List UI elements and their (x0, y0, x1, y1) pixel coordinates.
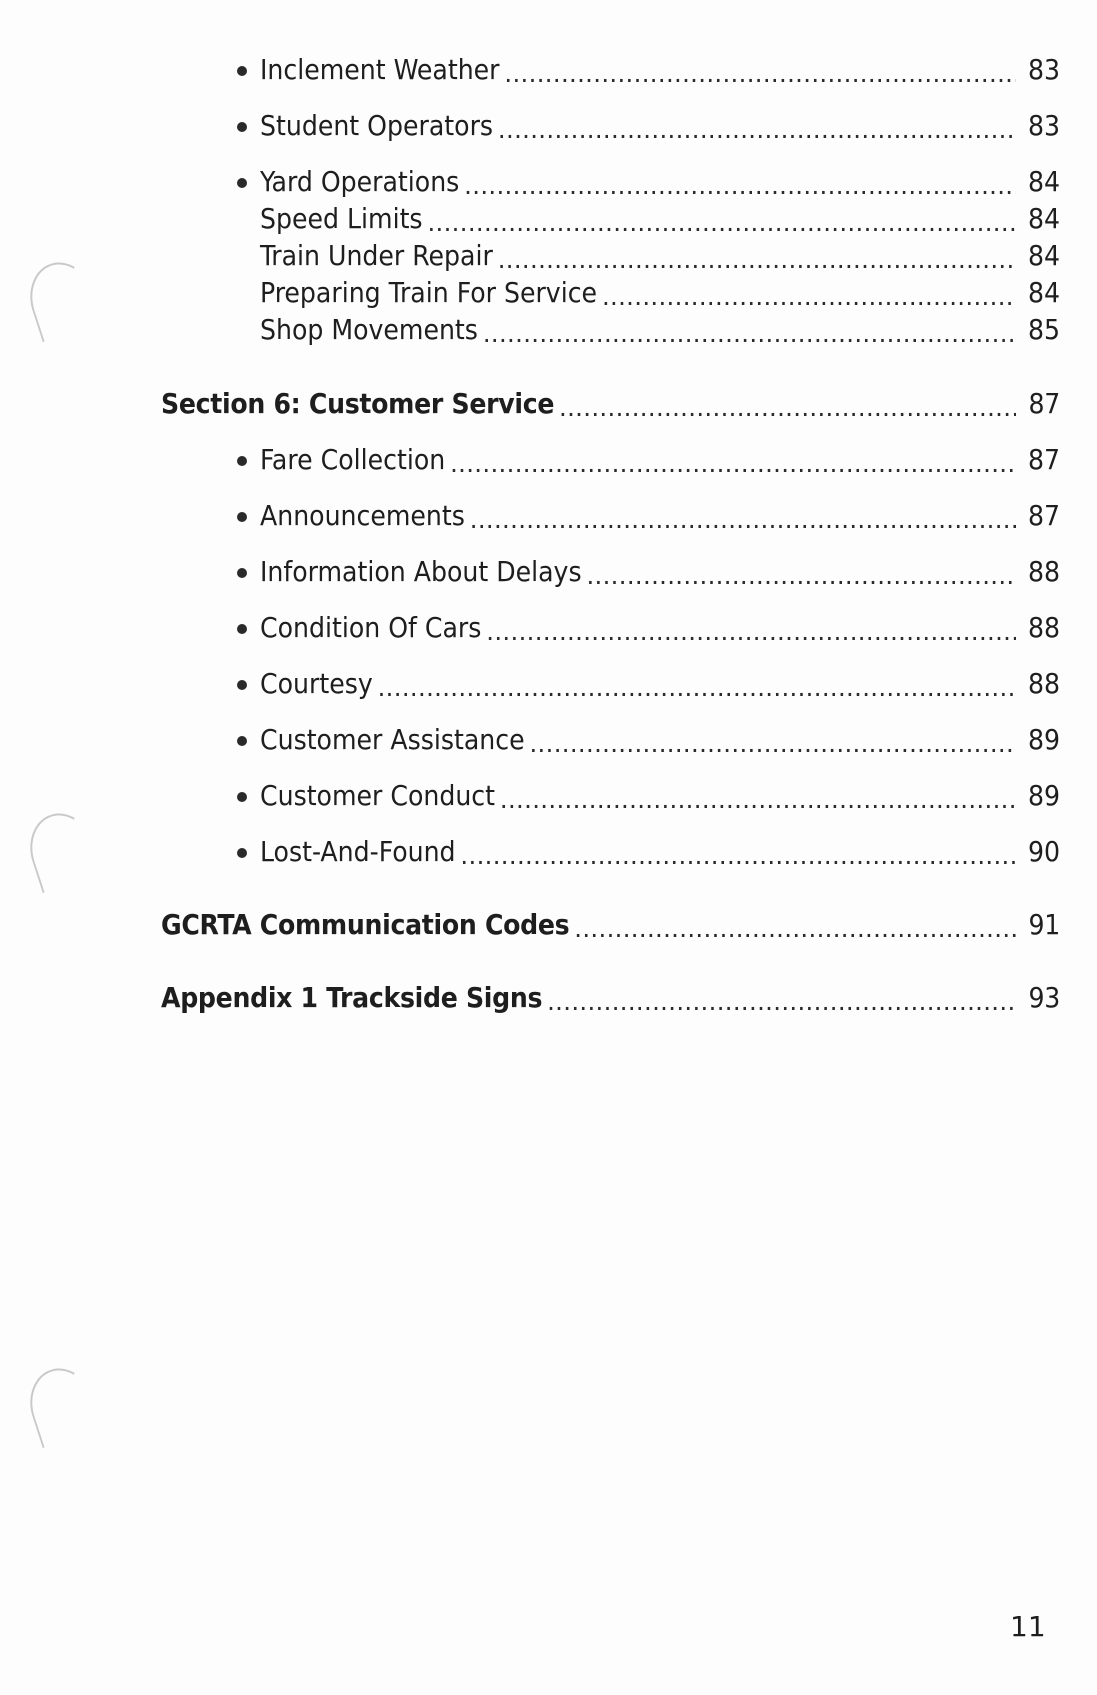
toc-entry-label: Yard Operations (260, 165, 460, 198)
toc-entry-page: 85 (1027, 313, 1060, 346)
toc-entry-fare-collection[interactable] (260, 442, 1060, 478)
toc-entry-page: 88 (1027, 667, 1060, 700)
toc-section-title: GCRTA Communication Codes (161, 908, 570, 941)
toc-entry-customer-assistance[interactable] (260, 722, 1060, 758)
toc-entry-label: Inclement Weather (260, 53, 500, 86)
dot-leader (575, 921, 1016, 943)
toc-entry-page: 87 (1027, 443, 1060, 476)
toc-entry-train-under-repair[interactable] (260, 238, 1060, 274)
toc-entry-student-operators[interactable] (260, 108, 1060, 144)
toc-entry-label: Customer Assistance (260, 723, 525, 756)
dot-leader (506, 66, 1016, 88)
toc-entry-page: 84 (1027, 202, 1060, 235)
dot-leader (531, 736, 1016, 758)
toc-entry-label: Student Operators (260, 109, 494, 142)
toc-section-title: Section 6: Customer Service (161, 387, 555, 420)
toc-entry-page: 84 (1027, 276, 1060, 309)
bullet-icon (237, 624, 247, 634)
toc-entry-shop-movements[interactable] (260, 312, 1060, 348)
toc-entry-label: Preparing Train For Service (260, 276, 598, 309)
dot-leader (588, 568, 1016, 590)
toc-entry-information-about-delays[interactable] (260, 554, 1060, 590)
toc-entry-label: Information About Delays (260, 555, 582, 588)
dot-leader (429, 215, 1016, 237)
dot-leader (471, 512, 1016, 534)
dot-leader (484, 326, 1016, 348)
dot-leader (379, 680, 1016, 702)
toc-entry-label: Announcements (260, 499, 465, 532)
toc-section-page: 87 (1028, 387, 1060, 420)
dot-leader (487, 624, 1016, 646)
bullet-icon (237, 568, 247, 578)
toc-entry-page: 83 (1027, 53, 1060, 86)
toc-entry-page: 83 (1027, 109, 1060, 142)
bullet-icon (237, 848, 247, 858)
bullet-icon (237, 680, 247, 690)
toc-section-page: 91 (1028, 908, 1060, 941)
toc-entry-page: 88 (1027, 555, 1060, 588)
toc-section-customer-service[interactable] (161, 386, 1060, 422)
dot-leader (499, 252, 1016, 274)
toc-section-title: Appendix 1 Trackside Signs (161, 981, 543, 1014)
toc-section-appendix-trackside-signs[interactable] (161, 980, 1060, 1016)
toc-entry-label: Speed Limits (260, 202, 423, 235)
toc-entry-courtesy[interactable] (260, 666, 1060, 702)
toc-entry-page: 84 (1027, 239, 1060, 272)
toc-entry-yard-operations[interactable] (260, 164, 1060, 200)
dot-leader (548, 994, 1016, 1016)
dot-leader (462, 848, 1016, 870)
toc-entry-lost-and-found[interactable] (260, 834, 1060, 870)
toc-entry-page: 88 (1027, 611, 1060, 644)
toc-entry-page: 89 (1027, 779, 1060, 812)
toc-section-page: 93 (1028, 981, 1060, 1014)
toc-entry-page: 90 (1027, 835, 1060, 868)
toc-entry-label: Train Under Repair (260, 239, 493, 272)
toc-entry-label: Courtesy (260, 667, 373, 700)
toc-entry-page: 89 (1027, 723, 1060, 756)
toc-entry-label: Shop Movements (260, 313, 478, 346)
toc-entry-page: 87 (1027, 499, 1060, 532)
bullet-icon (237, 792, 247, 802)
bullet-icon (237, 122, 247, 132)
bullet-icon (237, 66, 247, 76)
toc-entry-label: Lost-And-Found (260, 835, 456, 868)
bullet-icon (237, 178, 247, 188)
toc-section-communication-codes[interactable] (161, 907, 1060, 943)
bullet-icon (237, 456, 247, 466)
bullet-icon (237, 512, 247, 522)
dot-leader (560, 400, 1016, 422)
toc-entry-inclement-weather[interactable] (260, 52, 1060, 88)
toc-entry-customer-conduct[interactable] (260, 778, 1060, 814)
dot-leader (465, 178, 1016, 200)
toc-entry-announcements[interactable] (260, 498, 1060, 534)
toc-entry-label: Condition Of Cars (260, 611, 482, 644)
toc-entry-label: Customer Conduct (260, 779, 496, 812)
bullet-icon (237, 736, 247, 746)
toc-entry-speed-limits[interactable] (260, 201, 1060, 237)
toc-entry-condition-of-cars[interactable] (260, 610, 1060, 646)
toc-entry-page: 84 (1027, 165, 1060, 198)
dot-leader (451, 456, 1016, 478)
dot-leader (603, 289, 1016, 311)
dot-leader (501, 792, 1016, 814)
page-number: 11 (1010, 1610, 1046, 1643)
toc-entry-label: Fare Collection (260, 443, 446, 476)
toc-entry-preparing-train[interactable] (260, 275, 1060, 311)
dot-leader (499, 122, 1016, 144)
